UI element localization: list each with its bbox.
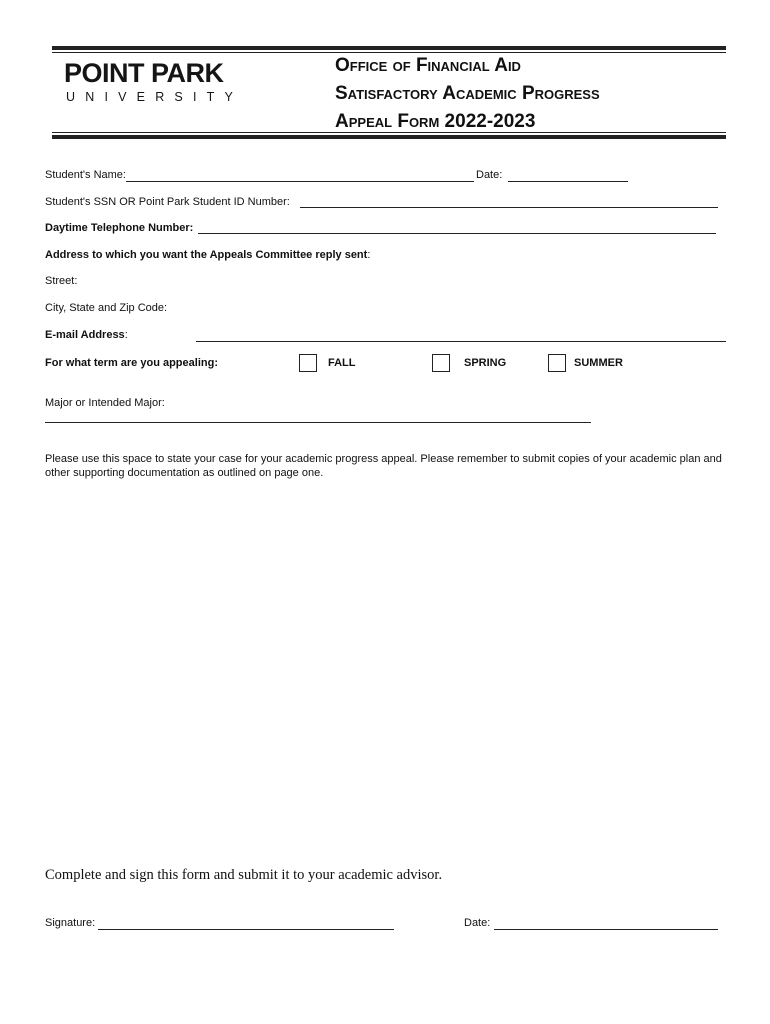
submission-note: Complete and sign this form and submit it to your academic advisor. (45, 867, 443, 883)
form-title-sap: Satisfactory Academic Progress (335, 83, 600, 104)
term-label: For what term are you appealing: (45, 357, 218, 369)
fall-option-label: FALL (328, 357, 356, 369)
form-title-appeal: Appeal Form 2022-2023 (335, 111, 536, 132)
signature-label: Signature: (45, 917, 96, 929)
phone-label: Daytime Telephone Number: (45, 222, 194, 234)
signature-date-field[interactable] (494, 929, 718, 930)
university-logo-name: POINT PARK (64, 58, 224, 88)
summer-option-label: SUMMER (574, 357, 623, 369)
major-label: Major or Intended Major: (45, 397, 165, 409)
street-label: Street: (45, 275, 78, 287)
date-label: Date: (476, 169, 503, 181)
major-field[interactable] (45, 422, 591, 423)
header-top-rule-thin (52, 52, 726, 53)
spring-option-label: SPRING (464, 357, 507, 369)
fall-checkbox[interactable] (299, 354, 317, 372)
email-label-colon: : (124, 329, 128, 341)
form-title-office: Office of Financial Aid (335, 55, 521, 76)
email-field[interactable] (196, 341, 726, 342)
signature-date-label: Date: (464, 917, 491, 929)
city-state-zip-field[interactable] (176, 299, 724, 315)
header-top-rule (52, 46, 726, 50)
summer-checkbox[interactable] (548, 354, 566, 372)
street-field[interactable] (84, 272, 724, 288)
phone-field[interactable] (198, 233, 716, 234)
header-bottom-rule (52, 135, 726, 139)
address-heading-colon: : (367, 249, 371, 261)
signature-field[interactable] (98, 929, 394, 930)
spring-checkbox[interactable] (432, 354, 450, 372)
appeal-instructions: Please use this space to state your case for your academic progress appeal. Please remember to submit copies of your academic plan and other supporting documentation as outlined on page one. (45, 453, 722, 479)
city-state-zip-label: City, State and Zip Code: (45, 302, 168, 314)
student-name-field[interactable] (126, 181, 474, 182)
appeal-statement-area[interactable] (45, 490, 725, 850)
university-logo-subtitle: UNIVERSITY (66, 90, 244, 104)
header-bottom-rule-thin (52, 132, 726, 133)
address-heading (45, 250, 370, 261)
date-field[interactable] (508, 181, 628, 182)
email-label-text: E-mail Address (45, 329, 125, 341)
ssn-id-field[interactable] (300, 207, 718, 208)
ssn-id-label: Student's SSN OR Point Park Student ID Number: (45, 196, 290, 208)
address-heading-text: Address to which you want the Appeals Committee reply sent (45, 249, 368, 261)
student-name-label: Student's Name: (45, 169, 126, 181)
email-label (45, 330, 128, 341)
